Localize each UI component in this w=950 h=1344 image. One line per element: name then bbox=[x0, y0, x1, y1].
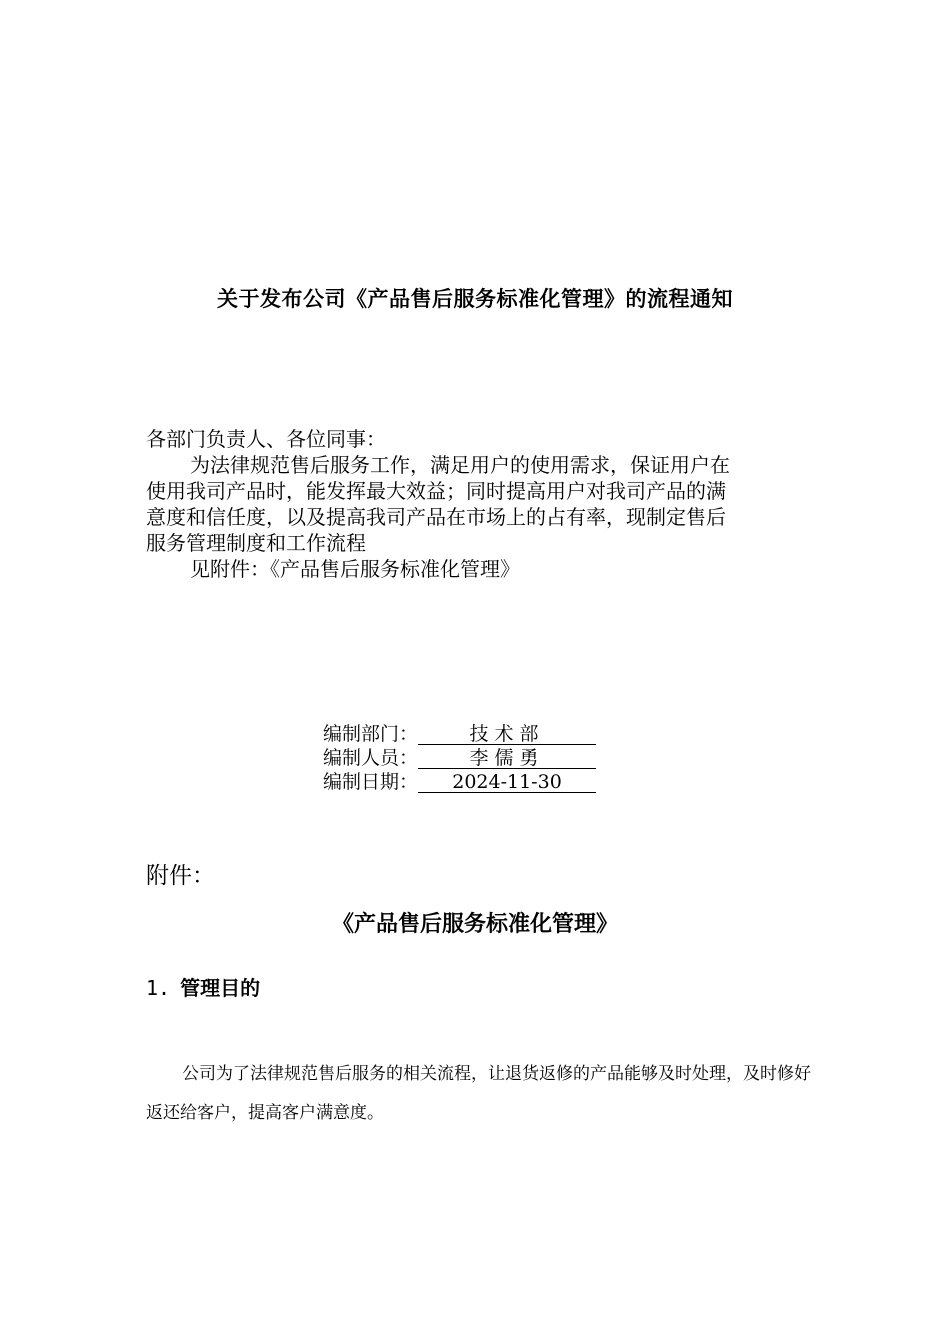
compile-person-label: 编制人员： bbox=[323, 747, 419, 769]
compile-date-value: 2024-11-30 bbox=[418, 771, 596, 793]
attachment-title: 《产品售后服务标准化管理》 bbox=[331, 912, 618, 937]
section-heading bbox=[146, 972, 260, 1001]
section-title: 管理目的 bbox=[180, 976, 261, 1000]
section-body: 公司为了法律规范售后服务的相关流程，让退货返修的产品能够及时处理，及时修好返还给客户，提高客户满意度。 bbox=[146, 1064, 811, 1123]
compile-dept-value: 技术部 bbox=[418, 723, 596, 745]
attachment-reference: 见附件：《产品售后服务标准化管理》 bbox=[190, 557, 520, 581]
paragraph-line: 意度和信任度，以及提高我司产品在市场上的占有率，现制定售后 bbox=[146, 505, 726, 529]
compile-dept-row bbox=[323, 722, 596, 746]
compile-info bbox=[323, 722, 596, 794]
compile-person-row bbox=[323, 746, 596, 770]
salutation: 各部门负责人、各位同事： bbox=[146, 427, 386, 451]
compile-date-label: 编制日期： bbox=[323, 771, 419, 793]
compile-person-value: 李儒勇 bbox=[418, 747, 596, 769]
paragraph-line: 使用我司产品时，能发挥最大效益；同时提高用户对我司产品的满 bbox=[146, 479, 726, 503]
compile-date-row bbox=[323, 770, 596, 794]
paragraph-line: 为法律规范售后服务工作，满足用户的使用需求，保证用户在 bbox=[190, 453, 730, 477]
section-number: 1. bbox=[146, 976, 171, 1000]
notice-letter bbox=[146, 426, 816, 582]
compile-dept-label: 编制部门： bbox=[323, 723, 419, 745]
paragraph-line: 服务管理制度和工作流程 bbox=[146, 531, 366, 555]
attachment-label: 附件： bbox=[146, 863, 215, 889]
notice-title: 关于发布公司《产品售后服务标准化管理》的流程通知 bbox=[217, 287, 733, 311]
